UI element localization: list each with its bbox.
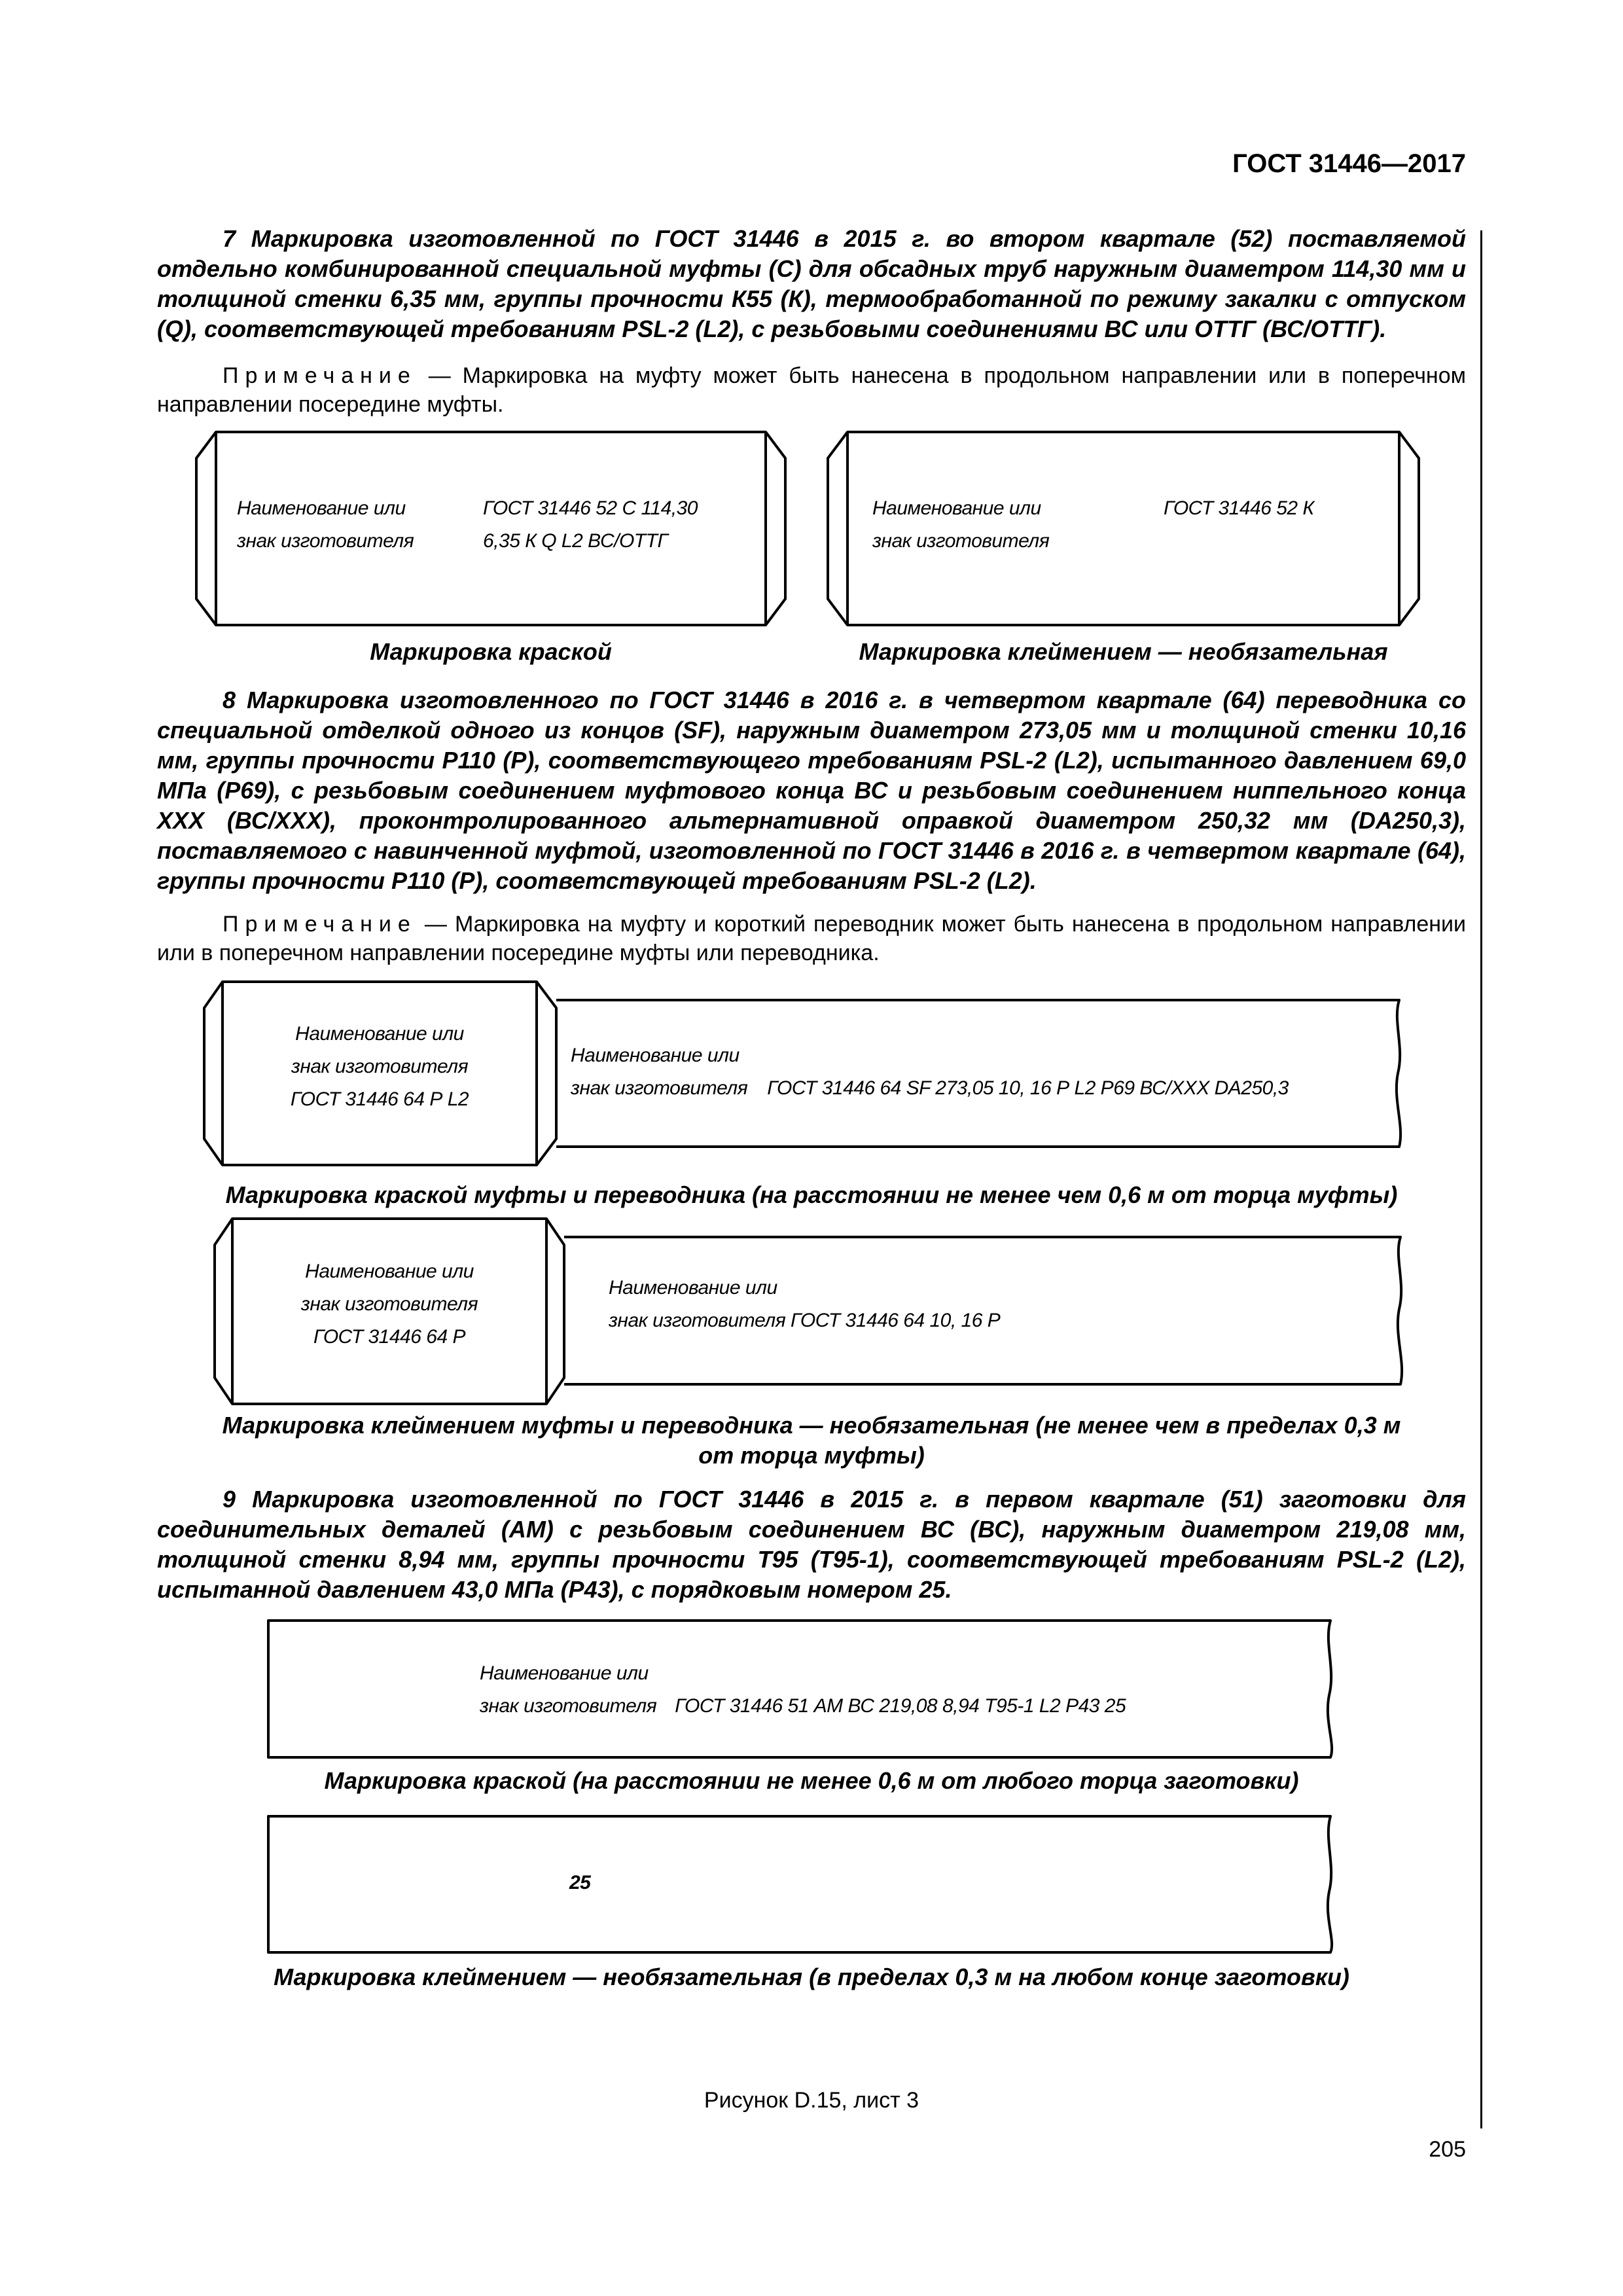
- page-number: 205: [1429, 2137, 1466, 2162]
- item-7-text: 7 Маркировка изготовленной по ГОСТ 31446 в 2015 г. во втором квартале (52) поставляемой отдельно комбинированной специальной муфты (С) для обсадных труб наружным диаметром 114,30 мм и толщиной стенки 6,35 мм, группы прочности К55 (К), термообработанной по режиму закалки с отпуском (Q), соответствующей требованиям PSL-2 (L2), с резьбовыми соединениями ВС или ОТТГ (ВС/ОТТГ).: [157, 225, 1466, 342]
- item-9-stamp-caption: Маркировка клеймением — необязательная (в пределах 0,3 м на любом конце заготовки): [274, 1964, 1349, 1990]
- item-7-stamp-caption: Маркировка клеймением — необязательная: [859, 638, 1388, 665]
- item-9-text: 9 Маркировка изготовленной по ГОСТ 31446 в 2015 г. в первом квартале (51) заготовки для соединительных деталей (АМ) с резьбовым соединением ВС (ВС), наружным диаметром 219,08 мм, толщиной стенки 8,94 мм, группы прочности Т95 (Т95-1), соответствующей требованиям PSL-2 (L2), испытанной давлением 43,0 МПа (Р43), с порядковым номером 25.: [157, 1486, 1466, 1603]
- item-8-paint-sub-label: Наименование или знак изготовителя ГОСТ 31446 64 SF 273,05 10, 16 Р L2 Р69 ВС/ХХХ DA250,3: [571, 1045, 1289, 1099]
- item-8-text: 8 Маркировка изготовленного по ГОСТ 31446 в 2016 г. в четвертом квартале (64) переводника со специальной отделкой одного из концов (SF), наружным диаметром 273,05 мм и толщиной стенки 10,16 мм, группы прочности Р110 (Р), соответствующего требованиям PSL-2 (L2), испытанного давлением 69,0 МПа (Р69), с резьбовым соединением муфтового конца ВС и резьбовым соединением ниппельного конца ХХХ (ВС/ХХХ), проконтролированного альтернативной оправкой диаметром 250,32 мм (DA250,3), поставляемого с навинченной муфтой, изготовленной по ГОСТ 31446 в 2016 г. в четвертом квартале (64), группы прочности Р110 (Р), соответствующей требованиям PSL-2 (L2).: [157, 687, 1466, 894]
- item-9-stamp-number: 25: [569, 1872, 591, 1893]
- item-9-paint-caption: Маркировка краской (на расстоянии не менее 0,6 м от любого торца заготовки): [324, 1767, 1299, 1794]
- document-header: ГОСТ 31446—2017: [1232, 149, 1466, 178]
- item-8-stamp-sub-label: Наименование или знак изготовителя ГОСТ 31446 64 10, 16 Р: [609, 1277, 1001, 1331]
- item-7-stamp-maker: Наименование или знак изготовителя: [872, 497, 1050, 552]
- note-text: — Маркировка на муфту и короткий переводник может быть нанесена в продольном направлении или в поперечном направлении посередине муфты или переводника.: [157, 912, 1466, 965]
- item-8-paint-coupling-label: Наименование или знак изготовителя ГОСТ 31446 64 Р L2: [290, 1023, 469, 1110]
- note-label: Примечание: [223, 912, 417, 937]
- figure-caption: Рисунок D.15, лист 3: [704, 2088, 919, 2113]
- item-9-stamp-blank-shape: [268, 1816, 1332, 1952]
- item-9-paint-label: Наименование или знак изготовителя ГОСТ 31446 51 АМ ВС 219,08 8,94 Т95-1 L2 Р43 25: [480, 1662, 1126, 1717]
- item-8-note: [157, 910, 1466, 967]
- item-8-paint-caption: Маркировка краской муфты и переводника (на расстоянии не менее чем 0,6 м от торца муфты): [225, 1181, 1398, 1208]
- item-7-paint-caption: Маркировка краской: [370, 638, 612, 665]
- item-8-stamp-coupling-label: Наименование или знак изготовителя ГОСТ 31446 64 Р: [300, 1261, 478, 1348]
- item-7-paint-maker: Наименование или знак изготовителя: [237, 497, 414, 552]
- item-7-paint-code: ГОСТ 31446 52 С 114,30 6,35 К Q L2 ВС/ОТТГ: [483, 497, 698, 552]
- note-text: — Маркировка на муфту может быть нанесена в продольном направлении или в поперечном направлении посередине муфты.: [157, 363, 1466, 417]
- item-8-stamp-caption: Маркировка клеймением муфты и переводника — необязательная (не менее чем в пределах 0,3 м от торца муфты): [222, 1412, 1401, 1469]
- item-7-stamp-code: ГОСТ 31446 52 К: [1164, 497, 1314, 519]
- note-label: Примечание: [223, 363, 417, 388]
